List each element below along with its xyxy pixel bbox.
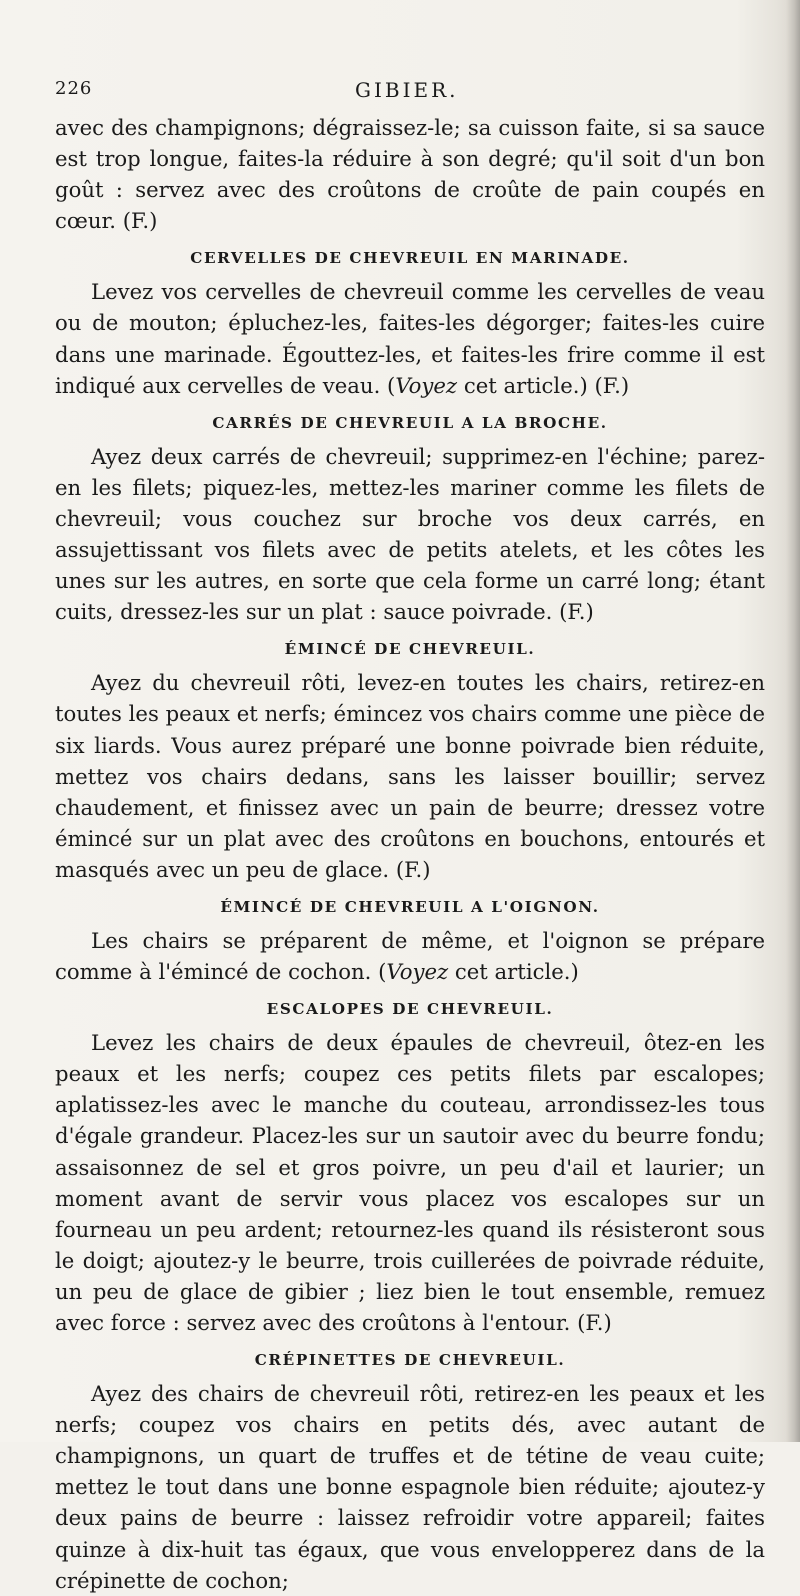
text-segment: Les chairs se préparent de même, et l'oignon se prépare comme à l'émincé de cochon. ( (55, 927, 765, 985)
page-content (55, 112, 765, 1596)
section-text-escalopes: Levez les chairs de deux épaules de chevreuil, ôtez-en les peaux et les nerfs; coupez ces petits filets par escalopes; aplatissez-les avec le manche du couteau, arrondissez-les tous d'égale grandeur. Placez-les sur un sautoir avec du beurre fondu; assaisonnez de sel et gros poivre, un peu d'ail et laurier; un moment avant de servir vous placez vos escalopes sur un fourneau un peu ardent; retournez-les quand ils résisteront sous le doigt; ajoutez-y le beurre, trois cuillerées de poivrade réduite, un peu de glace de gibier ; liez bien le tout ensemble, remuez avec force : servez avec des croûtons à l'entour. (F.) (55, 1030, 765, 1335)
page-edge-shadow (786, 0, 800, 1442)
section-heading-crepinettes: CRÉPINETTES DE CHEVREUIL. (254, 1351, 566, 1370)
section-heading-carres: CARRÉS DE CHEVREUIL A LA BROCHE. (212, 413, 608, 432)
section-text-cervelles (55, 276, 765, 400)
section-heading-escalopes: ESCALOPES DE CHEVREUIL. (266, 1000, 554, 1019)
page-number: 226 (55, 78, 93, 99)
running-title: GIBIER. (355, 78, 459, 102)
section-text-emince: Ayez du chevreuil rôti, levez-en toutes les chairs, retirez-en toutes les peaux et nerfs; émincez vos chairs comme une pièce de six liards. Vous aurez préparé une bonne poivrade bien réduite, mettez vos chairs dedans, sans les laisser bouillir; servez chaudement, et finissez avec un pain de beurre; dressez votre émincé sur un plat avec des croûtons en bouchons, entourés et masqués avec un peu de glace. (F.) (55, 670, 765, 882)
section-heading-emince: ÉMINCÉ DE CHEVREUIL. (284, 640, 536, 659)
intro-paragraph: avec des champignons; dégraissez-le; sa cuisson faite, si sa sauce est trop longue, faites-la réduire à son degré; qu'il soit d'un bon goût : servez avec des croûtons de croûte de pain coupés en cœur. (F.) (55, 115, 765, 234)
text-segment: cet article.) (448, 959, 579, 985)
text-segment: Levez vos cervelles de chevreuil comme les cervelles de veau ou de mouton; épluchez-les, faites-les dégorger; faites-les cuire dans une marinade. Égouttez-les, et faites-les frire comme il est indiqué aux cervelles de veau. ( (55, 279, 765, 398)
cross-reference: Voyez (386, 959, 449, 985)
section-text-emince-oignon (55, 925, 765, 987)
section-heading-emince-oignon: ÉMINCÉ DE CHEVREUIL A L'OIGNON. (220, 897, 600, 916)
cross-reference: Voyez (395, 372, 458, 398)
section-text-carres: Ayez deux carrés de chevreuil; supprimez-en l'échine; parez-en les filets; piquez-les, mettez-les mariner comme les filets de chevreuil; vous couchez sur broche vos deux carrés, en assujettissant vos filets avec de petits atelets, et les côtes les unes sur les autres, en sorte que cela forme un carré long; étant cuits, dressez-les sur un plat : sauce poivrade. (F.) (55, 443, 765, 625)
running-head (55, 78, 745, 108)
section-text-crepinettes: Ayez des chairs de chevreuil rôti, retirez-en les peaux et les nerfs; coupez vos chairs en petits dés, avec autant de champignons, un quart de truffes et de tétine de veau cuite; mettez le tout dans une bonne espagnole bien réduite; ajoutez-y deux pains de beurre : laissez refroidir votre appareil; faites quinze à dix-huit tas égaux, que vous envelopperez dans de la crépinette de cochon; (55, 1381, 765, 1593)
section-heading-cervelles: CERVELLES DE CHEVREUIL EN MARINADE. (190, 249, 630, 268)
text-segment: cet article.) (F.) (457, 372, 630, 398)
